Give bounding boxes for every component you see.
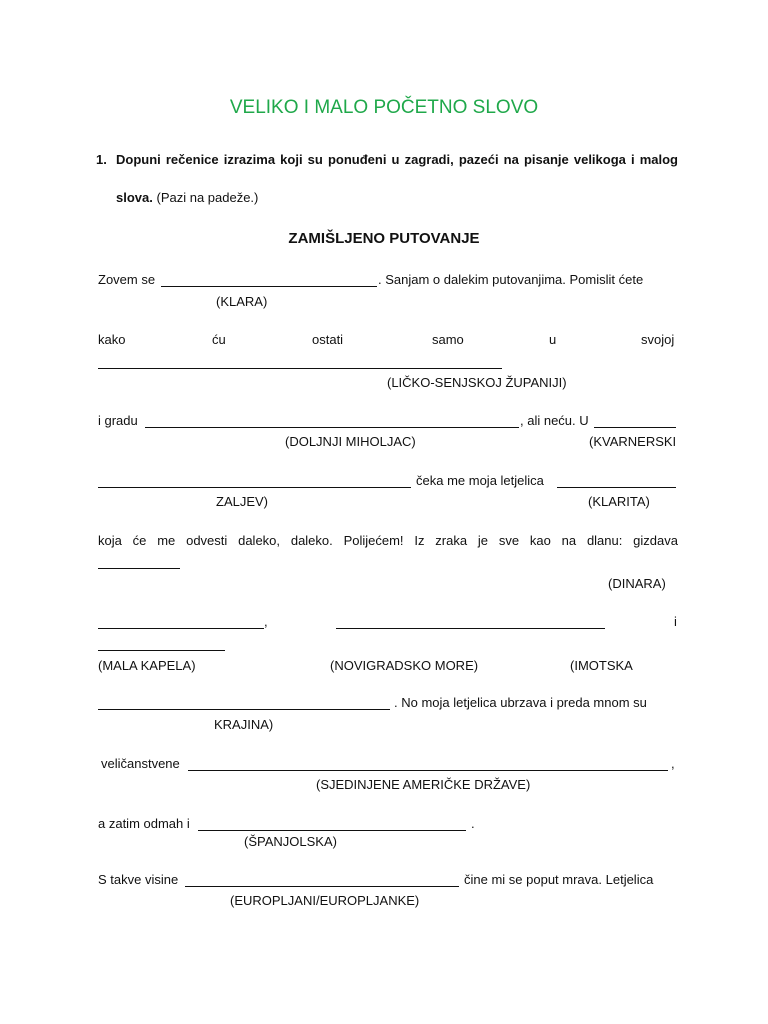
blank-kvarnerski-zaljev[interactable] xyxy=(98,487,411,488)
text-zovem-se: Zovem se xyxy=(98,272,156,287)
caption-licko-senjskoj: (LIČKO-SENJSKOJ ŽUPANIJI) xyxy=(387,375,567,390)
story-title: ZAMIŠLJENO PUTOVANJE xyxy=(288,230,480,247)
caption-krajina: KRAJINA) xyxy=(214,717,274,732)
caption-europljani: (EUROPLJANI/EUROPLJANKE) xyxy=(230,893,420,908)
blank-imotska-krajina[interactable] xyxy=(98,709,390,710)
caption-spanjolska: (ŠPANJOLSKA) xyxy=(244,834,337,849)
blank-novigradsko-more[interactable] xyxy=(336,628,605,629)
word-kako: kako xyxy=(98,332,126,347)
caption-novigradsko-more: (NOVIGRADSKO MORE) xyxy=(330,658,479,673)
text-cine-mi-se: čine mi se poput mrava. Letjelica xyxy=(464,872,654,887)
caption-imotska: (IMOTSKA xyxy=(570,658,633,673)
worksheet-title: VELIKO I MALO POČETNO SLOVO xyxy=(229,97,539,118)
caption-kvarnerski: (KVARNERSKI xyxy=(589,434,677,449)
text-comma: , xyxy=(264,614,268,629)
blank-dinara[interactable] xyxy=(98,568,180,569)
blank-doljnji-miholjac[interactable] xyxy=(145,427,519,428)
blank-licko-senjskoj[interactable] xyxy=(98,368,502,369)
text-i: i xyxy=(674,614,677,629)
text-sanjam: . Sanjam o dalekim putovanjima. Pomislit ćete xyxy=(378,272,644,287)
blank-imotska-part1[interactable] xyxy=(98,650,225,651)
task-instruction-line1: Dopuni rečenice izrazima koji su ponuđeni u zagradi, pazeći na pisanje velikoga i malog xyxy=(116,152,678,167)
word-u: u xyxy=(549,332,557,347)
caption-doljnji-miholjac: (DOLJNJI MIHOLJAC) xyxy=(285,434,416,449)
task-instruction-line2 xyxy=(116,190,258,206)
word-ostati: ostati xyxy=(312,332,344,347)
caption-mala-kapela: (MALA KAPELA) xyxy=(98,658,196,673)
blank-spanjolska[interactable] xyxy=(198,830,466,831)
blank-europljani[interactable] xyxy=(185,886,459,887)
text-period: . xyxy=(471,816,475,831)
word-svojoj: svojoj xyxy=(641,332,675,347)
task-number: 1. xyxy=(96,152,107,167)
task-note: (Pazi na padeže.) xyxy=(156,190,259,205)
text-velicanstvene: veličanstvene xyxy=(101,756,180,771)
caption-klarita: (KLARITA) xyxy=(588,494,650,509)
blank-sad[interactable] xyxy=(188,770,668,771)
text-comma-2: , xyxy=(671,756,675,771)
text-a-zatim-odmah: a zatim odmah i xyxy=(98,816,190,831)
caption-klara: (KLARA) xyxy=(216,294,268,309)
word-samo: samo xyxy=(432,332,464,347)
text-koja-ce-me: koja će me odvesti daleko, daleko. Polijećem! Iz zraka je sve kao na dlanu: gizdava xyxy=(98,533,678,548)
blank-klara[interactable] xyxy=(161,286,377,287)
text-ceka-me: čeka me moja letjelica xyxy=(416,473,544,488)
caption-zaljev: ZALJEV) xyxy=(216,494,269,509)
caption-sad: (SJEDINJENE AMERIČKE DRŽAVE) xyxy=(316,777,531,792)
blank-kvarnerski-part1[interactable] xyxy=(594,427,676,428)
text-ali-necu: , ali neću. U xyxy=(520,413,589,428)
text-s-takve-visine: S takve visine xyxy=(98,872,179,887)
word-cu: ću xyxy=(212,332,226,347)
blank-mala-kapela[interactable] xyxy=(98,628,264,629)
caption-dinara: (DINARA) xyxy=(608,576,666,591)
task-instruction-end: slova. xyxy=(116,190,153,205)
text-no-moja-letjelica: . No moja letjelica ubrzava i preda mnom su xyxy=(394,695,647,710)
blank-klarita[interactable] xyxy=(557,487,676,488)
text-i-gradu: i gradu xyxy=(98,413,138,428)
